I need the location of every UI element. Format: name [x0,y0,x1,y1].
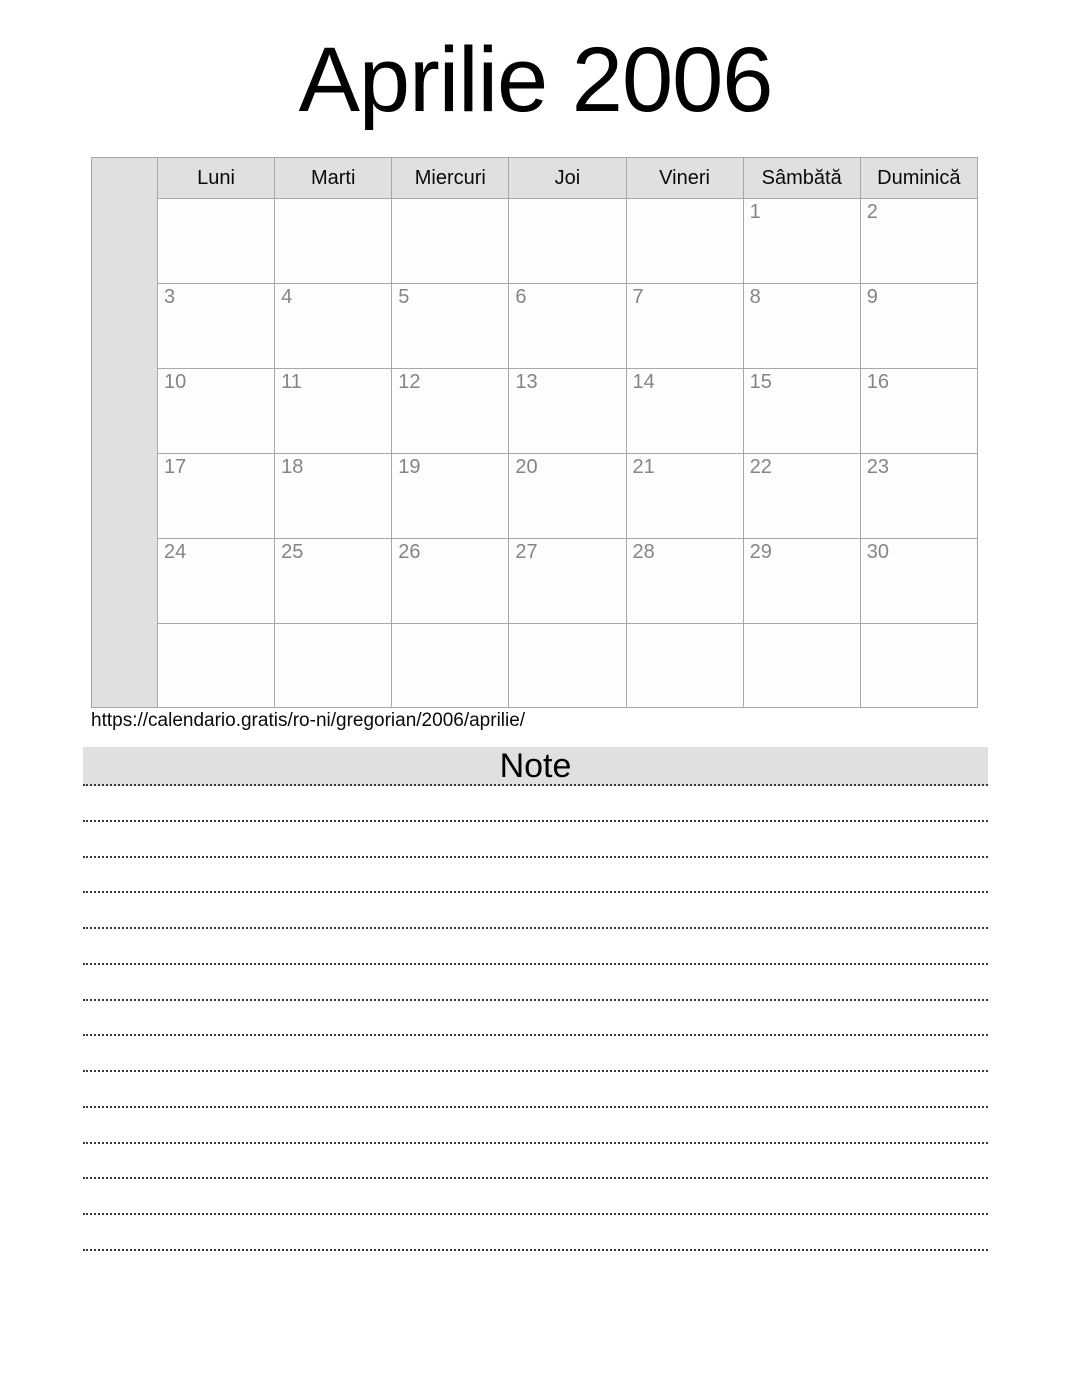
notes-header: Note [83,747,988,786]
calendar-day-cell [392,539,509,624]
day-number: 24 [164,541,187,563]
day-number: 10 [164,371,187,393]
day-number: 7 [632,286,644,308]
calendar-empty-cell [860,624,977,708]
note-line [83,822,988,858]
note-line [83,1108,988,1144]
day-number: 28 [632,541,655,563]
day-number: 29 [749,541,772,563]
calendar-empty-cell [158,199,275,284]
day-number: 25 [281,541,304,563]
calendar-day-cell [275,284,392,369]
day-number: 8 [749,286,761,308]
note-line [83,1036,988,1072]
note-line [83,1072,988,1108]
page-title: Aprilie 2006 [298,29,773,131]
calendar-week-row [92,369,978,454]
calendar-day-cell [158,369,275,454]
side-column [92,158,158,708]
day-number: 9 [866,286,878,308]
day-number: 1 [749,201,761,223]
calendar-empty-cell [275,624,392,708]
day-number: 3 [164,286,176,308]
note-line [83,929,988,965]
day-number: 5 [398,286,410,308]
day-number: 18 [281,456,304,478]
calendar-empty-cell [275,199,392,284]
day-number: 14 [632,371,655,393]
note-line [83,858,988,894]
calendar-day-cell [860,199,977,284]
source-url: https://calendario.gratis/ro-ni/gregorian/2006/aprilie/ [91,710,526,731]
calendar-empty-cell [743,624,860,708]
note-line [83,786,988,822]
day-number: 26 [398,541,421,563]
note-line [83,1001,988,1037]
note-line [83,965,988,1001]
calendar-day-cell [860,539,977,624]
day-header-vineri: Vineri [626,158,743,199]
day-number: 22 [749,456,772,478]
day-header-row [92,158,978,199]
calendar-body [92,158,978,708]
day-header-marti: Marti [275,158,392,199]
day-number: 27 [515,541,538,563]
calendar-week-row [92,539,978,624]
calendar-day-cell [626,454,743,539]
day-number: 23 [866,456,889,478]
day-number: 21 [632,456,655,478]
calendar-day-cell [158,284,275,369]
calendar-day-cell [626,539,743,624]
notes-section [83,747,988,1251]
calendar-day-cell [626,284,743,369]
calendar-day-cell [743,369,860,454]
calendar-week-row [92,284,978,369]
calendar-day-cell [860,284,977,369]
calendar-day-cell [743,454,860,539]
day-number: 20 [515,456,538,478]
day-number: 2 [866,201,878,223]
calendar-week-row [92,454,978,539]
calendar-day-cell [743,199,860,284]
day-number: 16 [866,371,889,393]
day-header-duminica: Duminică [860,158,977,199]
calendar-empty-cell [626,624,743,708]
calendar-day-cell [626,369,743,454]
calendar-day-cell [275,369,392,454]
calendar-day-cell [743,284,860,369]
calendar [91,157,977,707]
notes-lines [83,786,988,1251]
calendar-week-row [92,624,978,708]
calendar-day-cell [392,454,509,539]
calendar-day-cell [860,454,977,539]
calendar-empty-cell [392,624,509,708]
day-header-miercuri: Miercuri [392,158,509,199]
day-number: 4 [281,286,293,308]
calendar-day-cell [509,539,626,624]
calendar-day-cell [392,284,509,369]
calendar-day-cell [275,454,392,539]
day-header-luni: Luni [158,158,275,199]
note-line [83,1179,988,1215]
calendar-day-cell [275,539,392,624]
day-number: 11 [281,371,302,393]
calendar-day-cell [509,284,626,369]
calendar-day-cell [860,369,977,454]
note-line [83,1215,988,1251]
calendar-empty-cell [392,199,509,284]
day-number: 6 [515,286,527,308]
calendar-day-cell [158,539,275,624]
calendar-empty-cell [509,199,626,284]
calendar-week-row [92,199,978,284]
calendar-day-cell [509,454,626,539]
day-number: 12 [398,371,421,393]
calendar-empty-cell [626,199,743,284]
day-header-sambata: Sâmbătă [743,158,860,199]
day-number: 13 [515,371,538,393]
calendar-table [91,157,978,708]
calendar-day-cell [509,369,626,454]
day-number: 15 [749,371,772,393]
calendar-day-cell [158,454,275,539]
calendar-day-cell [743,539,860,624]
day-number: 17 [164,456,187,478]
calendar-empty-cell [158,624,275,708]
calendar-empty-cell [509,624,626,708]
day-header-joi: Joi [509,158,626,199]
note-line [83,893,988,929]
day-number: 19 [398,456,421,478]
note-line [83,1144,988,1180]
calendar-day-cell [392,369,509,454]
day-number: 30 [866,541,889,563]
